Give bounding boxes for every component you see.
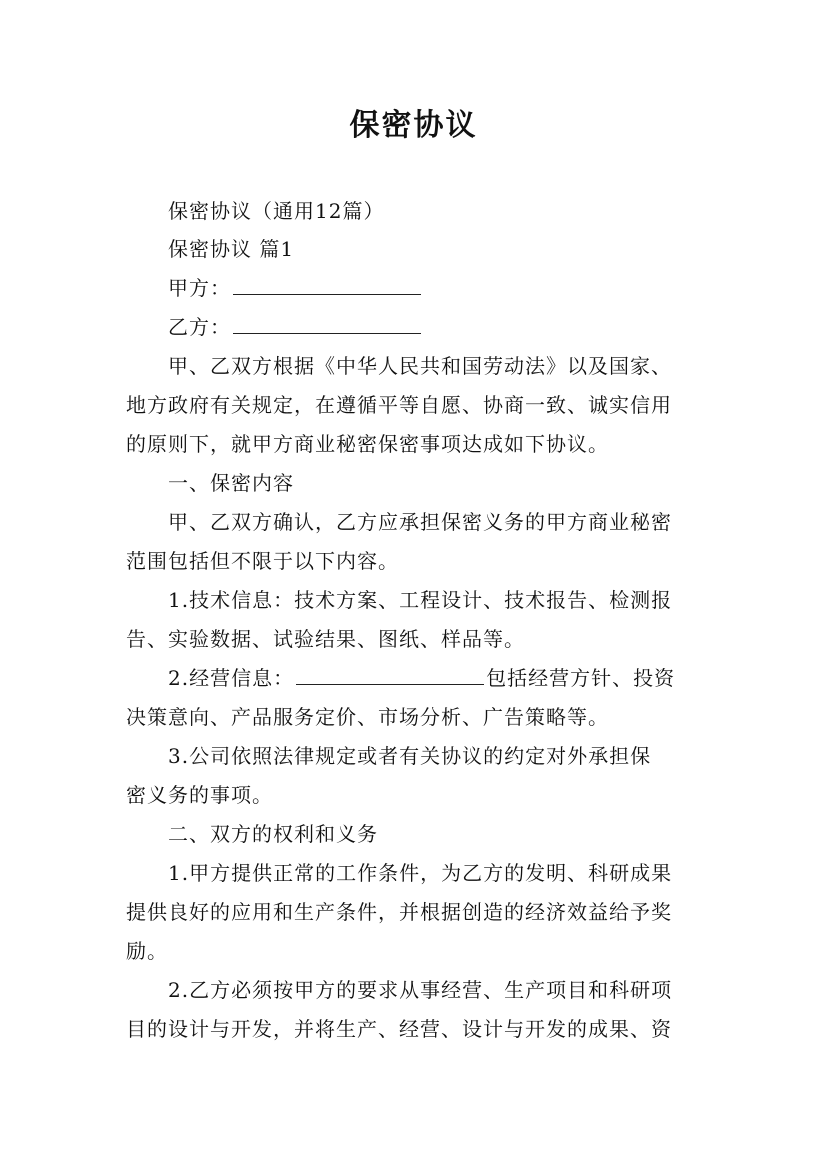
paragraph-line — [168, 978, 672, 1002]
business-info-text: 包括经营方针、投资 — [486, 666, 676, 690]
paragraph-line — [126, 705, 609, 729]
party-b-label: 乙方： — [168, 315, 231, 339]
paragraph-text: 决策意向、产品服务定价、市场分析、广告策略等。 — [126, 705, 609, 729]
paragraph-text: 1.甲方提供正常的工作条件，为乙方的发明、科研成果 — [168, 861, 673, 885]
business-info-label: 2.经营信息： — [168, 666, 295, 690]
party-a-line — [168, 276, 423, 300]
business-info-blank — [296, 666, 484, 685]
paragraph-line — [126, 939, 168, 963]
paragraph-text: 励。 — [126, 939, 168, 963]
paragraph-line — [168, 510, 672, 534]
subtitle-line — [168, 199, 384, 223]
paragraph-text: 甲、乙双方根据《中华人民共和国劳动法》以及国家、 — [168, 354, 672, 378]
section-heading-text: 二、双方的权利和义务 — [168, 822, 378, 846]
paragraph-line — [126, 393, 672, 417]
section-heading-line — [168, 471, 294, 495]
paragraph-line — [126, 1017, 672, 1041]
paragraph-text: 地方政府有关规定，在遵循平等自愿、协商一致、诚实信用 — [126, 393, 672, 417]
paragraph-line — [168, 744, 651, 768]
paragraph-line — [126, 900, 672, 924]
business-info-line — [168, 666, 675, 690]
paragraph-text: 范围包括但不限于以下内容。 — [126, 549, 399, 573]
paragraph-line — [168, 588, 672, 612]
paragraph-text: 告、实验数据、试验结果、图纸、样品等。 — [126, 627, 525, 651]
paragraph-text: 2.乙方必须按甲方的要求从事经营、生产项目和科研项 — [168, 978, 673, 1002]
party-b-blank — [233, 315, 421, 334]
party-b-line — [168, 315, 423, 339]
paragraph-text: 目的设计与开发，并将生产、经营、设计与开发的成果、资 — [126, 1017, 672, 1041]
section-heading-line — [168, 237, 294, 261]
section-heading-text: 一、保密内容 — [168, 471, 294, 495]
paragraph-text: 的原则下，就甲方商业秘密保密事项达成如下协议。 — [126, 432, 609, 456]
paragraph-line — [126, 627, 525, 651]
paragraph-line — [168, 354, 672, 378]
paragraph-line — [126, 549, 399, 573]
party-a-label: 甲方： — [168, 276, 231, 300]
paragraph-text: 密义务的事项。 — [126, 783, 273, 807]
document-title: 保密协议 — [349, 108, 478, 143]
section-heading-line — [168, 822, 378, 846]
paragraph-text: 甲、乙双方确认，乙方应承担保密义务的甲方商业秘密 — [168, 510, 672, 534]
paragraph-line — [126, 432, 609, 456]
paragraph-line — [168, 861, 672, 885]
party-a-blank — [233, 276, 421, 295]
section-heading-text: 保密协议 篇1 — [168, 237, 295, 261]
paragraph-text: 1.技术信息：技术方案、工程设计、技术报告、检测报 — [168, 588, 673, 612]
subtitle-text: 保密协议（通用12篇） — [168, 199, 385, 223]
paragraph-line — [126, 783, 273, 807]
paragraph-text: 提供良好的应用和生产条件，并根据创造的经济效益给予奖 — [126, 900, 672, 924]
paragraph-text: 3.公司依照法律规定或者有关协议的约定对外承担保 — [168, 744, 652, 768]
